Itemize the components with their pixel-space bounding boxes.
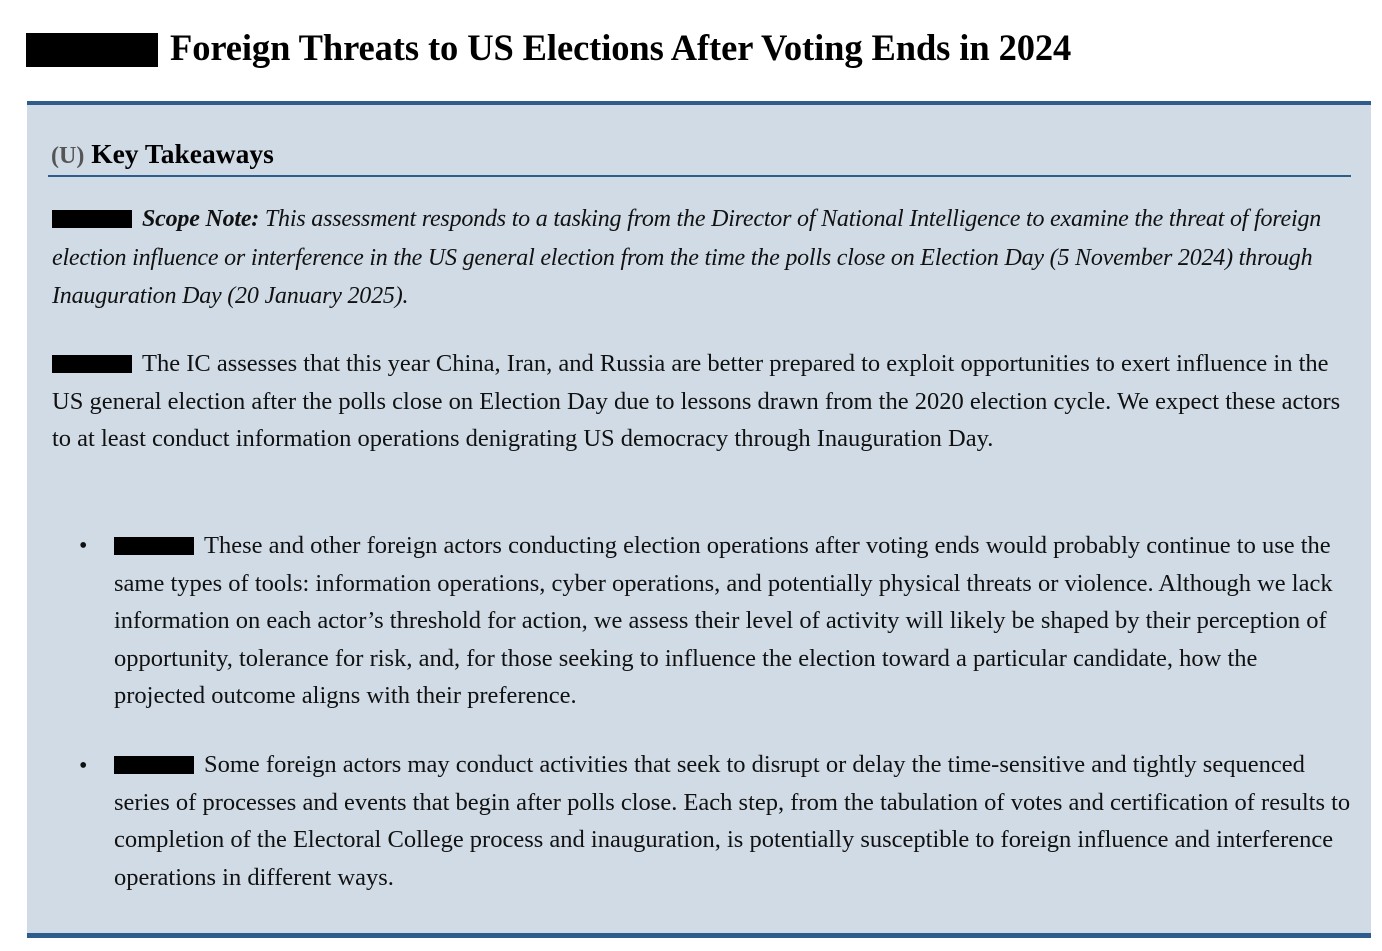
bullet-marker: • (79, 533, 88, 559)
redaction-bar (52, 210, 132, 228)
classification-marking: (U) (51, 143, 85, 169)
redaction-bar (114, 756, 194, 774)
redaction-bar (26, 33, 158, 67)
assessment-paragraph (52, 345, 1342, 458)
scope-note-paragraph (52, 200, 1342, 316)
key-takeaways-box (27, 101, 1371, 938)
key-takeaways-title: Key Takeaways (91, 138, 274, 169)
title-row (26, 22, 1071, 72)
bullet-text-1: These and other foreign actors conducting election operations after voting ends would probably continue to use the same types of tools: information operations, cyber operations, and potentially physical threats or violence. Although we lack information on each actor’s threshold for action, we assess their level of activity will likely be shaped by their perception of opportunity, tolerance for risk, and, for those seeking to influence the election toward a particular candidate, how the projected outcome aligns with their preference. (114, 532, 1333, 709)
bullet-text-2: Some foreign actors may conduct activities that seek to disrupt or delay the time-sensitive and tightly sequenced series of processes and events that begin after polls close. Each step, from the tabulation of votes and certification of results to completion of the Electoral College process and inauguration, is potentially susceptible to foreign influence and interference operations in different ways. (114, 751, 1351, 891)
document-title: Foreign Threats to US Elections After Voting Ends in 2024 (170, 26, 1072, 68)
bullet-paragraph-2 (114, 746, 1354, 896)
scope-note-text: This assessment responds to a tasking from the Director of National Intelligence to examine the threat of foreign election influence or interference in the US general election from the time the polls close on Election Day (5 November 2024) through Inauguration Day (20 January 2025). (52, 206, 1322, 309)
redaction-bar (52, 355, 132, 373)
assessment-text: The IC assesses that this year China, Iran, and Russia are better prepared to exploit opportunities to exert influence in the US general election after the polls close on Election Day due to lessons drawn from the 2020 election cycle. We expect these actors to at least conduct information operations denigrating US democracy through Inauguration Day. (52, 350, 1341, 452)
redaction-bar (114, 537, 194, 555)
scope-note-label: Scope Note: (142, 206, 260, 232)
bullet-marker: • (79, 753, 88, 779)
bullet-paragraph-1 (114, 527, 1354, 715)
key-takeaways-heading (51, 138, 274, 170)
heading-rule (48, 175, 1351, 177)
